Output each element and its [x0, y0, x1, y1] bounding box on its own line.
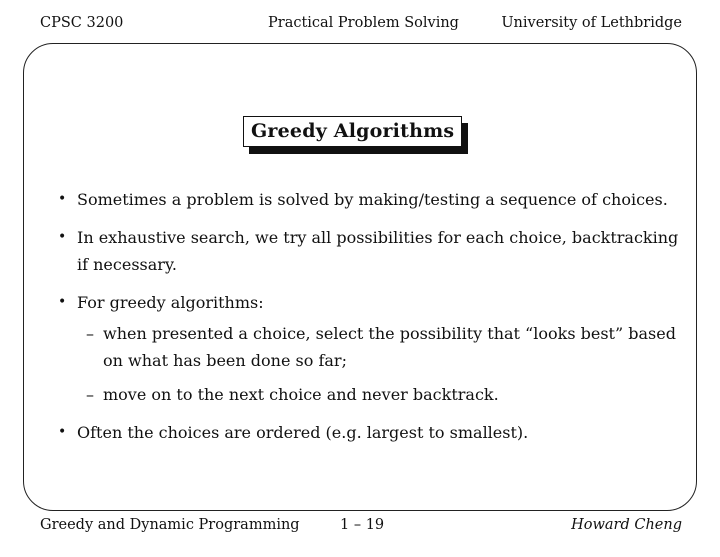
bullet-text: Sometimes a problem is solved by making/testing a sequence of choices.	[77, 190, 668, 209]
bullet-item	[56, 289, 686, 408]
sub-bullet-list	[77, 320, 686, 408]
bullet-item	[56, 224, 686, 278]
course-code: CPSC 3200	[40, 15, 124, 31]
slide-content	[56, 186, 686, 457]
footer-section: Greedy and Dynamic Programming	[40, 517, 300, 533]
slide-header	[40, 15, 682, 35]
bullet-text: Often the choices are ordered (e.g. largest to smallest).	[77, 423, 529, 442]
sub-bullet-item	[77, 381, 686, 408]
sub-bullet-text: move on to the next choice and never backtrack.	[103, 385, 499, 404]
bullet-list	[56, 186, 686, 446]
bullet-item	[56, 186, 686, 213]
sub-bullet-text: when presented a choice, select the possibility that “looks best” based on what has been done so far;	[103, 324, 676, 370]
bullet-icon: •	[58, 424, 67, 440]
bullet-icon: •	[58, 229, 67, 245]
dash-icon: –	[86, 324, 94, 343]
author-name: Howard Cheng	[571, 517, 682, 533]
bullet-text: In exhaustive search, we try all possibilities for each choice, backtracking if necessary.	[77, 228, 679, 274]
sub-bullet-item	[77, 320, 686, 374]
slide-title-box	[243, 116, 462, 147]
slide-title: Greedy Algorithms	[243, 116, 462, 147]
page-number: 1 – 19	[340, 517, 385, 533]
bullet-text: For greedy algorithms:	[77, 293, 264, 312]
dash-icon: –	[86, 385, 94, 404]
slide-footer	[40, 517, 682, 537]
bullet-item	[56, 419, 686, 446]
institution-name: University of Lethbridge	[501, 15, 682, 31]
bullet-icon: •	[58, 191, 67, 207]
bullet-icon: •	[58, 294, 67, 310]
course-topic: Practical Problem Solving	[268, 15, 459, 31]
